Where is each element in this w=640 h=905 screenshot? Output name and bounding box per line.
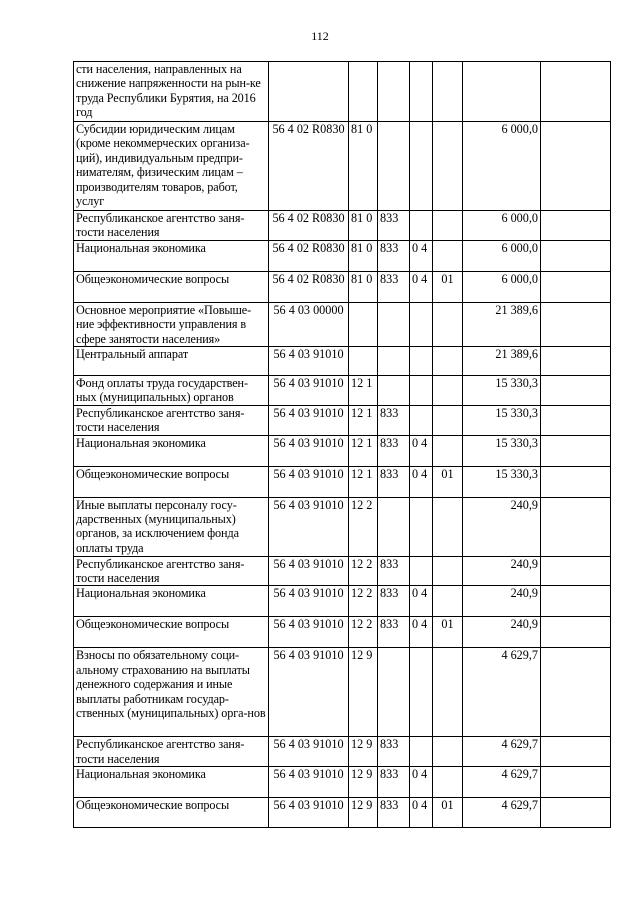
cell-name: Общеэкономические вопросы (74, 271, 269, 302)
cell-section (410, 122, 433, 211)
cell-budget-manager (378, 648, 410, 737)
cell-amount: 15 330,3 (463, 405, 541, 435)
cell-section: 0 4 (410, 466, 433, 497)
cell-extra (541, 737, 611, 767)
cell-budget-manager: 833 (378, 435, 410, 466)
cell-name: Иные выплаты персоналу госу-дарственных (муниципальных) органов, за исключением фонда оплаты труда (74, 497, 269, 556)
cell-budget-manager: 833 (378, 240, 410, 271)
cell-target-article: 56 4 03 91010 (269, 737, 349, 767)
cell-subsection: 01 (433, 271, 463, 302)
table-row (74, 617, 611, 648)
cell-amount: 4 629,7 (463, 798, 541, 828)
cell-section (410, 376, 433, 406)
cell-target-article: 56 4 03 91010 (269, 405, 349, 435)
cell-amount: 6 000,0 (463, 271, 541, 302)
cell-name: Национальная экономика (74, 435, 269, 466)
cell-name: Фонд оплаты труда государствен-ных (муниципальных) органов (74, 376, 269, 406)
cell-section: 0 4 (410, 271, 433, 302)
cell-name: Общеэкономические вопросы (74, 466, 269, 497)
cell-amount: 4 629,7 (463, 767, 541, 798)
cell-amount: 240,9 (463, 556, 541, 586)
cell-section: 0 4 (410, 798, 433, 828)
cell-extra (541, 62, 611, 122)
cell-budget-manager: 833 (378, 767, 410, 798)
cell-extra (541, 347, 611, 376)
cell-section (410, 737, 433, 767)
cell-section: 0 4 (410, 586, 433, 617)
cell-extra (541, 211, 611, 241)
cell-expense-type: 81 0 (349, 271, 378, 302)
page-number: 112 (311, 29, 329, 43)
cell-budget-manager (378, 122, 410, 211)
cell-subsection: 01 (433, 617, 463, 648)
cell-extra (541, 556, 611, 586)
cell-expense-type: 12 9 (349, 767, 378, 798)
cell-expense-type: 12 2 (349, 497, 378, 556)
cell-section (410, 497, 433, 556)
cell-name: Центральный аппарат (74, 347, 269, 376)
cell-extra (541, 405, 611, 435)
table-row (74, 466, 611, 497)
cell-extra (541, 648, 611, 737)
cell-expense-type: 81 0 (349, 240, 378, 271)
cell-section (410, 302, 433, 346)
cell-budget-manager (378, 497, 410, 556)
cell-extra (541, 617, 611, 648)
cell-target-article: 56 4 02 R0830 (269, 271, 349, 302)
cell-budget-manager: 833 (378, 466, 410, 497)
cell-subsection (433, 62, 463, 122)
cell-section (410, 62, 433, 122)
cell-expense-type (349, 62, 378, 122)
cell-name: Основное мероприятие «Повыше-ние эффективности управления в сфере занятости населения» (74, 302, 269, 346)
table-row (74, 376, 611, 406)
cell-expense-type: 12 9 (349, 648, 378, 737)
cell-name: Национальная экономика (74, 586, 269, 617)
cell-budget-manager: 833 (378, 586, 410, 617)
cell-section: 0 4 (410, 435, 433, 466)
cell-amount: 4 629,7 (463, 648, 541, 737)
cell-section: 0 4 (410, 617, 433, 648)
cell-budget-manager (378, 347, 410, 376)
cell-amount: 21 389,6 (463, 302, 541, 346)
cell-subsection: 01 (433, 798, 463, 828)
cell-name: Национальная экономика (74, 767, 269, 798)
cell-target-article: 56 4 03 91010 (269, 556, 349, 586)
cell-target-article: 56 4 03 00000 (269, 302, 349, 346)
cell-expense-type: 81 0 (349, 211, 378, 241)
cell-extra (541, 586, 611, 617)
cell-amount: 15 330,3 (463, 466, 541, 497)
cell-budget-manager: 833 (378, 405, 410, 435)
cell-target-article: 56 4 03 91010 (269, 376, 349, 406)
cell-target-article: 56 4 02 R0830 (269, 211, 349, 241)
cell-expense-type: 12 9 (349, 798, 378, 828)
cell-target-article: 56 4 03 91010 (269, 798, 349, 828)
cell-budget-manager: 833 (378, 211, 410, 241)
table-row (74, 767, 611, 798)
cell-subsection (433, 435, 463, 466)
table-row (74, 240, 611, 271)
cell-name: Общеэкономические вопросы (74, 798, 269, 828)
cell-amount: 6 000,0 (463, 211, 541, 241)
cell-extra (541, 271, 611, 302)
cell-section (410, 347, 433, 376)
cell-name: Республиканское агентство заня-тости населения (74, 405, 269, 435)
cell-amount: 4 629,7 (463, 737, 541, 767)
table-row (74, 435, 611, 466)
table-row (74, 302, 611, 346)
cell-name: Республиканское агентство заня-тости населения (74, 556, 269, 586)
cell-target-article (269, 62, 349, 122)
cell-name: Национальная экономика (74, 240, 269, 271)
cell-target-article: 56 4 03 91010 (269, 435, 349, 466)
budget-table (73, 61, 611, 828)
cell-subsection: 01 (433, 466, 463, 497)
cell-section: 0 4 (410, 240, 433, 271)
cell-subsection (433, 405, 463, 435)
cell-target-article: 56 4 03 91010 (269, 648, 349, 737)
cell-expense-type: 12 1 (349, 376, 378, 406)
cell-extra (541, 798, 611, 828)
table-row (74, 62, 611, 122)
cell-budget-manager: 833 (378, 617, 410, 648)
cell-section (410, 556, 433, 586)
cell-expense-type: 12 1 (349, 435, 378, 466)
cell-extra (541, 497, 611, 556)
cell-section (410, 405, 433, 435)
cell-section: 0 4 (410, 767, 433, 798)
table-row (74, 586, 611, 617)
cell-expense-type: 81 0 (349, 122, 378, 211)
cell-name: Взносы по обязательному соци-альному страхованию на выплаты денежного содержания и иные выплаты работникам государ-ственных (муниципальных) орга-нов (74, 648, 269, 737)
cell-budget-manager (378, 376, 410, 406)
table-body (74, 62, 611, 828)
cell-extra (541, 767, 611, 798)
cell-subsection (433, 586, 463, 617)
cell-expense-type: 12 2 (349, 617, 378, 648)
cell-section (410, 648, 433, 737)
cell-target-article: 56 4 03 91010 (269, 617, 349, 648)
cell-target-article: 56 4 03 91010 (269, 347, 349, 376)
cell-budget-manager: 833 (378, 271, 410, 302)
table-row (74, 271, 611, 302)
cell-subsection (433, 347, 463, 376)
table-row (74, 347, 611, 376)
cell-extra (541, 466, 611, 497)
table-row (74, 497, 611, 556)
cell-amount: 15 330,3 (463, 435, 541, 466)
cell-subsection (433, 240, 463, 271)
cell-amount: 240,9 (463, 617, 541, 648)
cell-budget-manager: 833 (378, 798, 410, 828)
cell-expense-type (349, 302, 378, 346)
table-row (74, 737, 611, 767)
cell-subsection (433, 767, 463, 798)
cell-subsection (433, 648, 463, 737)
cell-name: сти населения, направленных на снижение напряженности на рын-ке труда Республики Бурятия, на 2016 год (74, 62, 269, 122)
cell-extra (541, 302, 611, 346)
cell-expense-type (349, 347, 378, 376)
cell-amount: 240,9 (463, 586, 541, 617)
cell-subsection (433, 556, 463, 586)
table-row (74, 798, 611, 828)
cell-target-article: 56 4 02 R0830 (269, 122, 349, 211)
table-row (74, 211, 611, 241)
cell-name: Общеэкономические вопросы (74, 617, 269, 648)
cell-amount: 6 000,0 (463, 122, 541, 211)
cell-target-article: 56 4 03 91010 (269, 497, 349, 556)
cell-name: Республиканское агентство заня-тости населения (74, 211, 269, 241)
cell-extra (541, 435, 611, 466)
cell-target-article: 56 4 02 R0830 (269, 240, 349, 271)
table-row (74, 556, 611, 586)
cell-amount: 240,9 (463, 497, 541, 556)
cell-subsection (433, 302, 463, 346)
cell-budget-manager: 833 (378, 737, 410, 767)
cell-amount (463, 62, 541, 122)
table-row (74, 122, 611, 211)
cell-budget-manager: 833 (378, 556, 410, 586)
cell-name: Республиканское агентство заня-тости населения (74, 737, 269, 767)
cell-subsection (433, 737, 463, 767)
cell-amount: 15 330,3 (463, 376, 541, 406)
cell-expense-type: 12 9 (349, 737, 378, 767)
cell-amount: 21 389,6 (463, 347, 541, 376)
cell-budget-manager (378, 62, 410, 122)
cell-subsection (433, 376, 463, 406)
cell-expense-type: 12 2 (349, 586, 378, 617)
cell-expense-type: 12 2 (349, 556, 378, 586)
cell-section (410, 211, 433, 241)
cell-target-article: 56 4 03 91010 (269, 767, 349, 798)
cell-budget-manager (378, 302, 410, 346)
cell-target-article: 56 4 03 91010 (269, 586, 349, 617)
table-row (74, 405, 611, 435)
cell-expense-type: 12 1 (349, 405, 378, 435)
cell-name: Субсидии юридическим лицам (кроме некоммерческих организа-ций), индивидуальным предпри-нимателям, физическим лицам – производителям товаров, работ, услуг (74, 122, 269, 211)
cell-extra (541, 122, 611, 211)
cell-subsection (433, 122, 463, 211)
cell-amount: 6 000,0 (463, 240, 541, 271)
cell-target-article: 56 4 03 91010 (269, 466, 349, 497)
cell-expense-type: 12 1 (349, 466, 378, 497)
cell-extra (541, 376, 611, 406)
cell-extra (541, 240, 611, 271)
table-row (74, 648, 611, 737)
cell-subsection (433, 211, 463, 241)
cell-subsection (433, 497, 463, 556)
